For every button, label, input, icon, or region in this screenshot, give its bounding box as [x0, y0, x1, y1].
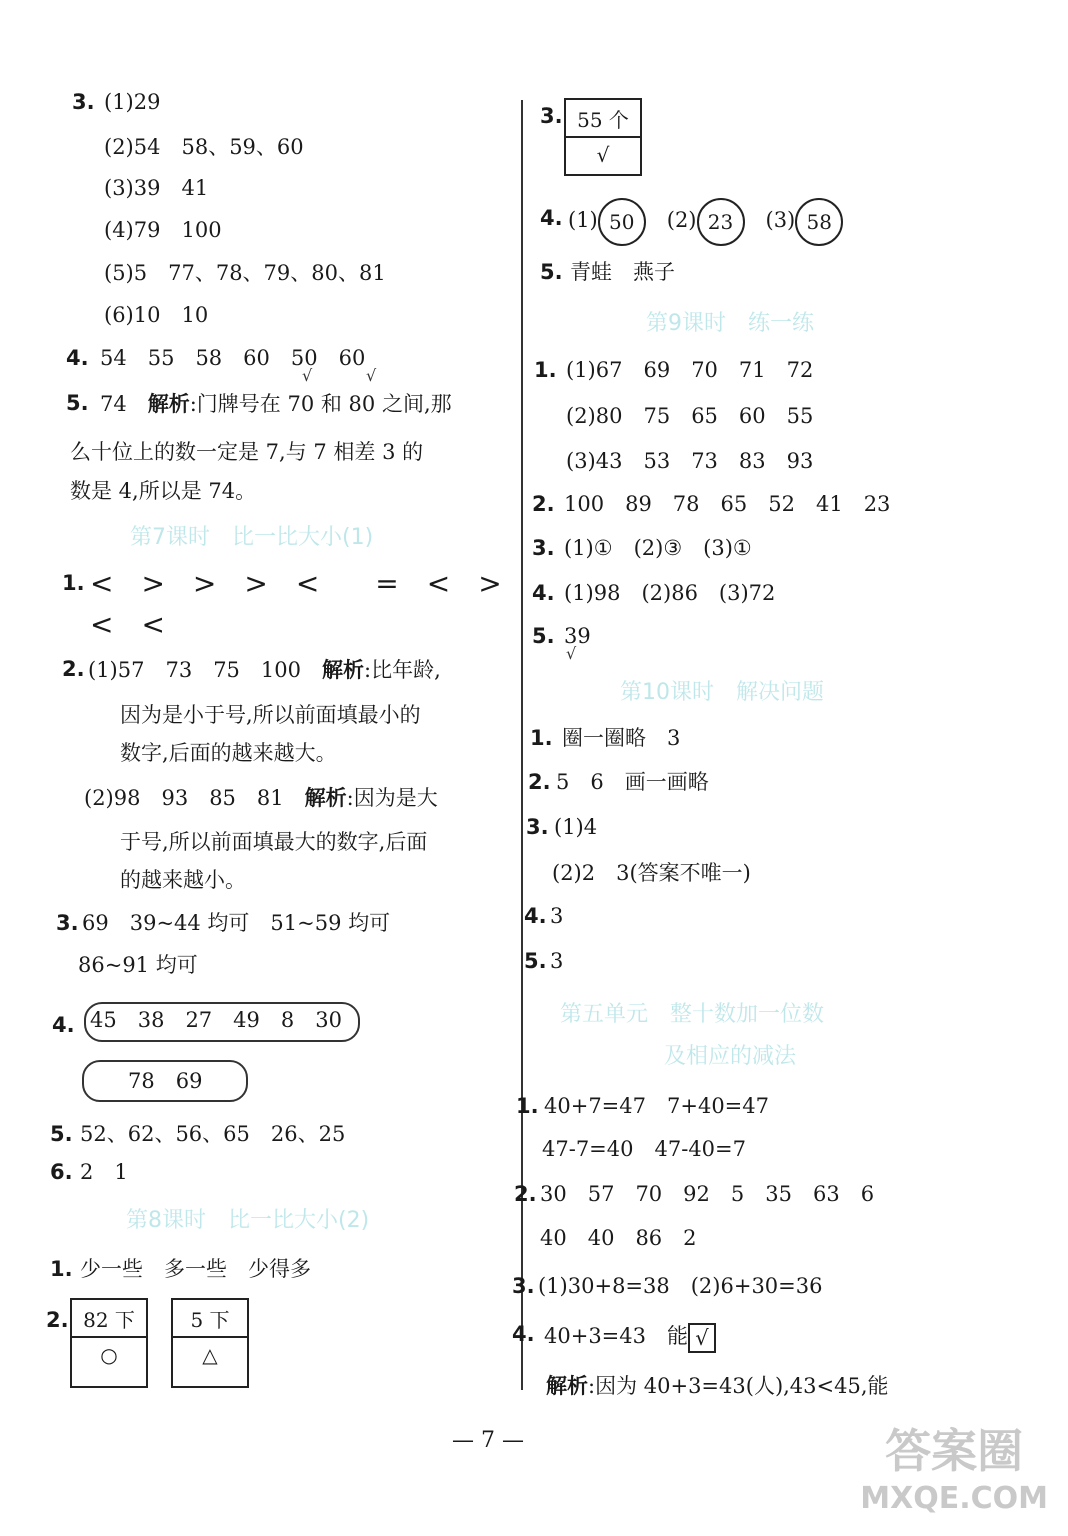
- answer-line: 100 89 78 65 52 41 23: [564, 492, 891, 516]
- answer-line: (6)10 10: [104, 303, 209, 327]
- answer-line: 圈一圈略 3: [562, 726, 681, 750]
- question-number: 1.: [534, 358, 557, 382]
- answer-line: (2)2 3(答案不唯一): [552, 861, 751, 885]
- checkmark-icon: √: [566, 644, 577, 663]
- question-number: 2.: [514, 1182, 537, 1206]
- question-number: 3.: [72, 90, 95, 114]
- triangle-icon: △: [202, 1343, 218, 1367]
- question-number: 2.: [62, 657, 85, 681]
- section-title: 第五单元 整十数加一位数: [560, 1002, 825, 1027]
- analysis-label: 解析: [304, 785, 347, 810]
- answer-line: (3)43 53 73 83 93: [566, 449, 814, 473]
- answer-line: (1)4: [554, 815, 598, 839]
- question-number: 5.: [66, 391, 89, 415]
- question-number: 3.: [56, 911, 79, 935]
- answer-value: (1)57 73 75 100: [88, 658, 322, 682]
- question-number: 5.: [524, 949, 547, 973]
- answer-line: [100, 393, 452, 415]
- section-title: 第8课时 比一比大小(2): [126, 1208, 370, 1233]
- answer-line: 3: [550, 949, 564, 973]
- question-number: 6.: [50, 1160, 73, 1184]
- answer-line: [88, 659, 441, 681]
- answer-box: [171, 1298, 249, 1388]
- answer-line: 39: [564, 624, 591, 648]
- answer-value: 40+3=43 能: [544, 1324, 688, 1348]
- analysis-text: 数字,后面的越来越大。: [120, 741, 337, 765]
- question-number: 3.: [532, 536, 555, 560]
- answer-line: (1)67 69 70 71 72: [566, 358, 814, 382]
- scroll-banner-text: 78 69: [128, 1069, 203, 1093]
- analysis-text: 么十位上的数一定是 7,与 7 相差 3 的: [70, 440, 424, 464]
- question-number: 4.: [524, 904, 547, 928]
- section-title: 第10课时 解决问题: [620, 680, 824, 705]
- question-number: 1.: [530, 726, 553, 750]
- circle-icon: ○: [100, 1343, 118, 1367]
- checkmark-icon: √: [596, 143, 610, 167]
- analysis-text: :门牌号在 70 和 80 之间,那: [189, 392, 452, 416]
- answer-line: 52、62、56、65 26、25: [80, 1122, 346, 1146]
- analysis-text: 数是 4,所以是 74。: [70, 479, 257, 503]
- answer-line: 69 39~44 均可 51~59 均可: [82, 911, 391, 935]
- answer-box-value: 5 下: [173, 1300, 247, 1338]
- question-number: 5.: [50, 1122, 73, 1146]
- checkmark-icon: √: [688, 1323, 716, 1353]
- answer-box: [564, 98, 642, 176]
- answer-box-value: 55 个: [566, 100, 640, 138]
- answer-line: (1)29: [104, 90, 161, 114]
- analysis-text: :比年龄,: [364, 658, 441, 682]
- question-number: 4.: [52, 1013, 75, 1037]
- analysis-text: 的越来越小。: [120, 868, 246, 892]
- question-number: 1.: [516, 1094, 539, 1118]
- circled-answer: 23: [697, 198, 745, 246]
- answer-line: (1)30+8=38 (2)6+30=36: [538, 1274, 823, 1298]
- answer-line: 少一些 多一些 少得多: [80, 1257, 311, 1281]
- checkmark-icon: √: [366, 366, 377, 385]
- answer-value: (2)98 93 85 81: [84, 786, 305, 810]
- question-number: 3.: [540, 104, 563, 128]
- answer-line: (4)79 100: [104, 218, 222, 242]
- question-number: 4.: [66, 346, 89, 370]
- answer-line: < > > > < = < >: [90, 567, 502, 600]
- scroll-banner-text: 45 38 27 49 8 30: [90, 1008, 342, 1032]
- answer-line: 5 6 画一画略: [556, 770, 709, 794]
- answer-value: 74: [100, 392, 148, 416]
- question-number: 3.: [512, 1274, 535, 1298]
- circled-answer: 58: [795, 198, 843, 246]
- answer-box-value: 82 下: [72, 1300, 146, 1338]
- question-number: 2.: [46, 1308, 69, 1332]
- answer-line: 青蛙 燕子: [570, 260, 675, 284]
- question-number: 5.: [532, 624, 555, 648]
- answer-line: (2)80 75 65 60 55: [566, 404, 814, 428]
- answer-line: [84, 787, 438, 809]
- analysis-label: 解析: [322, 657, 364, 682]
- analysis-label: 解析: [147, 391, 190, 416]
- question-number: 2.: [528, 770, 551, 794]
- answer-line: (5)5 77、78、79、80、81: [104, 261, 386, 285]
- analysis-label: 解析: [546, 1373, 588, 1398]
- watermark-logo: 答案圈: [885, 1424, 1024, 1478]
- question-number: 5.: [540, 260, 563, 284]
- analysis-text: :因为是大: [346, 786, 438, 810]
- question-number: 1.: [50, 1257, 73, 1281]
- analysis-text: 于号,所以前面填最大的数字,后面: [120, 830, 428, 854]
- question-number: 4.: [540, 206, 563, 230]
- circled-answer: 50: [598, 198, 646, 246]
- question-number: 4.: [512, 1322, 535, 1346]
- answer-line: 40+7=47 7+40=47: [544, 1094, 769, 1118]
- question-number: 4.: [532, 581, 555, 605]
- question-number: 2.: [532, 492, 555, 516]
- answer-line: < <: [90, 608, 165, 641]
- answer-line: [568, 196, 843, 246]
- page-number: — 7 —: [452, 1428, 524, 1453]
- analysis-text: :因为 40+3=43(人),43<45,能: [588, 1374, 889, 1398]
- question-number: 3.: [526, 815, 549, 839]
- watermark-url: MXQE.COM: [860, 1481, 1048, 1516]
- section-title: 及相应的减法: [664, 1044, 797, 1069]
- watermark: [860, 1415, 1048, 1516]
- analysis-text: 因为是小于号,所以前面填最小的: [120, 703, 421, 727]
- answer-line: 30 57 70 92 5 35 63 6: [540, 1182, 875, 1206]
- answer-line: (1)① (2)③ (3)①: [564, 536, 752, 560]
- answer-line: 3: [550, 904, 564, 928]
- answer-line: 86~91 均可: [78, 953, 198, 977]
- answer-line: 47-7=40 47-40=7: [542, 1137, 746, 1161]
- answer-box: [70, 1298, 148, 1388]
- answer-line: (2)54 58、59、60: [104, 135, 304, 159]
- section-title: 第7课时 比一比大小(1): [130, 525, 374, 550]
- answer-line: (1)98 (2)86 (3)72: [564, 581, 776, 605]
- answer-line: 2 1: [80, 1160, 128, 1184]
- answer-line: 40 40 86 2: [540, 1226, 697, 1250]
- answer-line: [544, 1320, 716, 1353]
- part-label: (1): [568, 208, 598, 232]
- answer-line: 54 55 58 60 50 60: [100, 346, 366, 370]
- answer-line: (3)39 41: [104, 176, 209, 200]
- part-label: (2): [666, 208, 697, 232]
- part-label: (3): [765, 208, 796, 232]
- question-number: 1.: [62, 571, 85, 595]
- checkmark-icon: √: [302, 366, 313, 385]
- analysis-line: [546, 1375, 889, 1397]
- section-title: 第9课时 练一练: [646, 311, 814, 336]
